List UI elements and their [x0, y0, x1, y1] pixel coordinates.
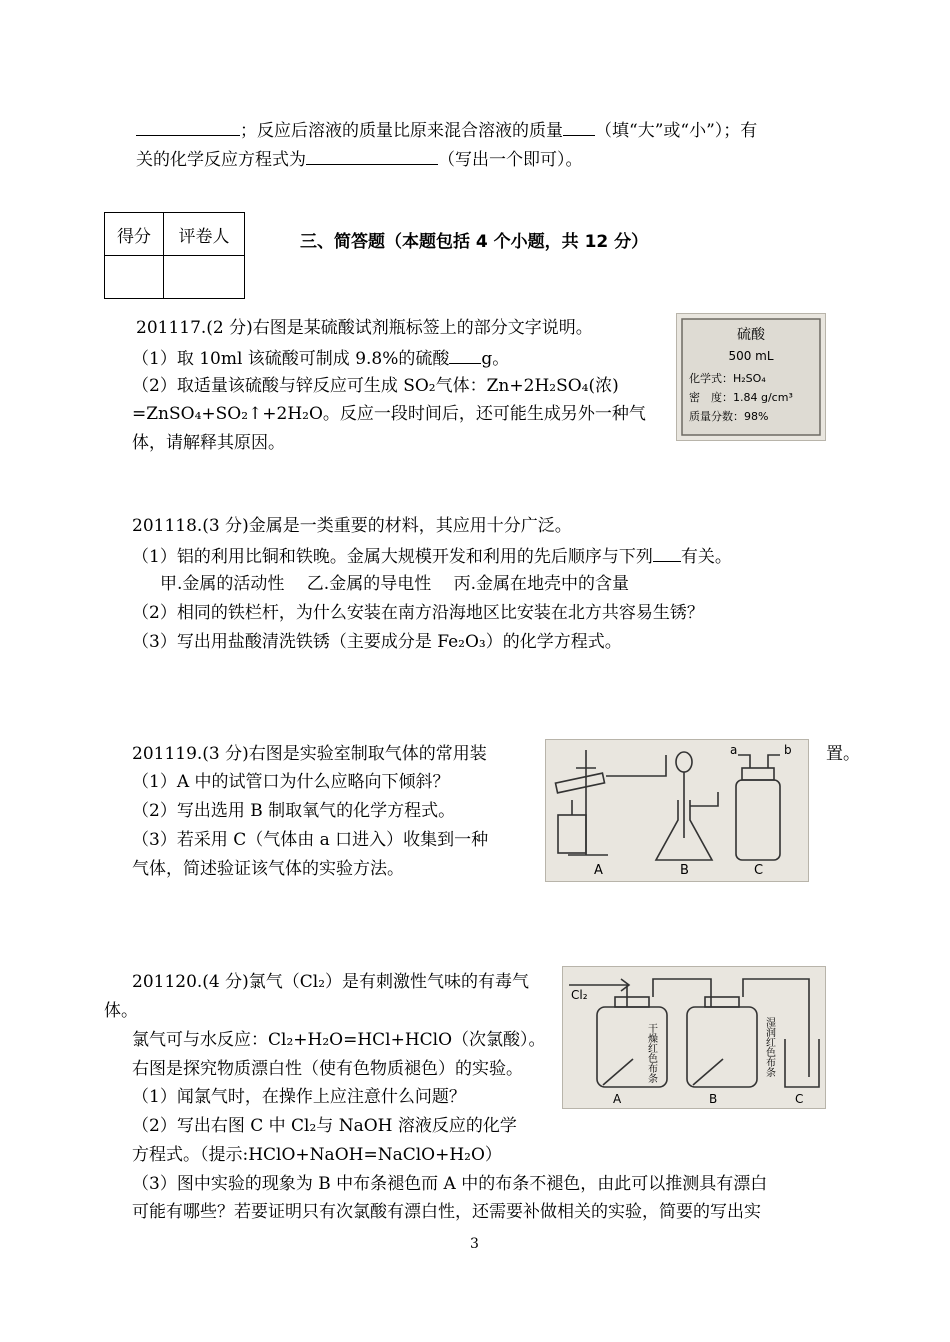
answer-blank — [136, 119, 240, 136]
fig-label-c: C — [795, 1092, 804, 1106]
fig-label-port-a: a — [730, 743, 738, 757]
q17-p1-unit: g。 — [481, 349, 510, 369]
q19-p3-line1: （3）若采用 C（气体由 a 口进入）收集到一种 — [132, 830, 489, 850]
q18-options: 甲.金属的活动性 乙.金属的导电性 丙.金属在地壳中的含量 — [160, 574, 630, 594]
q19-stem-end: 置。 — [826, 744, 860, 764]
score-input-cell[interactable] — [105, 256, 164, 299]
fig-label-dry-cloth: 干燥红色布条 — [645, 1023, 657, 1083]
fig-label-a: A — [594, 863, 603, 878]
q17-p1-text: （1）取 10ml 该硫酸可制成 9.8%的硫酸 — [132, 349, 450, 369]
q19-p3-line2: 气体，简述验证该气体的实验方法。 — [132, 859, 404, 879]
chlorine-apparatus-figure — [563, 967, 825, 1108]
page-number: 3 — [470, 1236, 479, 1252]
q17-stem: 201117.(2 分)右图是某硫酸试剂瓶标签上的部分文字说明。 — [136, 318, 593, 338]
top-text-2b: （写出一个即可）。 — [438, 150, 583, 170]
q20-p2-line1: （2）写出右图 C 中 Cl₂与 NaOH 溶液反应的化学 — [132, 1116, 517, 1136]
q19-p2: （2）写出选用 B 制取氧气的化学方程式。 — [132, 801, 456, 821]
score-box — [104, 212, 245, 299]
q20-stem: 201120.(4 分)氯气（Cl₂）是有刺激性气味的有毒气 — [132, 972, 530, 992]
answer-blank — [306, 148, 438, 165]
q19-stem: 201119.(3 分)右图是实验室制取气体的常用装 — [132, 744, 487, 764]
q20-stem-2: 体。 — [104, 1001, 138, 1021]
q18-p3: （3）写出用盐酸清洗铁锈（主要成分是 Fe₂O₃）的化学方程式。 — [132, 632, 622, 652]
top-text-1b: （填“大”或“小”）；有 — [595, 121, 758, 141]
q20-p3-line2: 可能有哪些？若要证明只有次氯酸有漂白性，还需要补做相关的实验，简要的写出实 — [132, 1202, 761, 1222]
answer-blank — [449, 347, 481, 364]
grader-cell: 评卷人 — [164, 213, 245, 256]
q17-p2-line3: 体，请解释其原因。 — [132, 433, 285, 453]
q18-p1-tail: 有关。 — [680, 547, 732, 567]
chlorine-apparatus-image — [562, 966, 826, 1109]
q18-p1-text: （1）铝的利用比铜和铁晚。金属大规模开发和利用的先后顺序与下列 — [132, 547, 653, 567]
fig-label-a: A — [613, 1092, 622, 1106]
q17-p2-line2: =ZnSO₄+SO₂↑+2H₂O。反应一段时间后，还可能生成另外一种气 — [132, 404, 646, 424]
gas-apparatus-figure — [546, 740, 808, 881]
fig-label-b: B — [680, 863, 689, 878]
fig-label-c: C — [754, 863, 764, 878]
fig-label-port-b: b — [784, 743, 792, 757]
q18-stem: 201118.(3 分)金属是一类重要的材料，其应用十分广泛。 — [132, 516, 572, 536]
q20-p2-line2: 方程式。（提示:HClO+NaOH=NaClO+H₂O） — [132, 1145, 502, 1165]
label-formula: 化学式：H₂SO₄ — [689, 372, 766, 385]
q20-line-3: 氯气可与水反应：Cl₂+H₂O=HCl+HClO（次氯酸）。 — [132, 1030, 546, 1050]
section-title: 三、简答题（本题包括 4 个小题，共 12 分） — [300, 232, 649, 252]
top-line-1 — [136, 119, 757, 141]
q18-p1 — [132, 545, 732, 567]
q20-p1: （1）闻氯气时，在操作上应注意什么问题？ — [132, 1087, 466, 1107]
answer-blank — [563, 119, 595, 136]
q18-p2: （2）相同的铁栏杆，为什么安装在南方沿海地区比安装在北方共容易生锈？ — [132, 603, 704, 623]
q20-p3-line1: （3）图中实验的现象为 B 中布条褪色而 A 中的布条不褪色，由此可以推测具有漂白 — [132, 1174, 768, 1194]
grader-input-cell[interactable] — [164, 256, 245, 299]
label-name: 硫酸 — [737, 327, 765, 343]
acid-label-figure — [677, 314, 825, 440]
fig-label-b: B — [709, 1092, 718, 1106]
q19-p1: （1）A 中的试管口为什么应略向下倾斜？ — [132, 772, 450, 792]
q17-p2-line1: （2）取适量该硫酸与锌反应可生成 SO₂气体：Zn+2H₂SO₄(浓) — [132, 376, 619, 396]
label-fraction: 质量分数：98% — [689, 410, 769, 423]
top-text-2a: 关的化学反应方程式为 — [136, 150, 306, 170]
answer-blank — [653, 545, 681, 562]
q17-p1 — [132, 347, 509, 369]
label-density: 密 度：1.84 g/cm³ — [689, 391, 793, 404]
fig-label-cl2: Cl₂ — [571, 988, 588, 1002]
fig-label-wet-cloth: 湿润红色布条 — [763, 1017, 775, 1077]
top-line-2 — [136, 148, 583, 170]
top-text-1a: ；反应后溶液的质量比原来混合溶液的质量 — [240, 121, 563, 141]
q20-line-4: 右图是探究物质漂白性（使有色物质褪色）的实验。 — [132, 1059, 523, 1079]
label-volume: 500 mL — [728, 349, 774, 363]
score-cell: 得分 — [105, 213, 164, 256]
acid-label-image — [676, 313, 826, 441]
gas-apparatus-image — [545, 739, 809, 882]
